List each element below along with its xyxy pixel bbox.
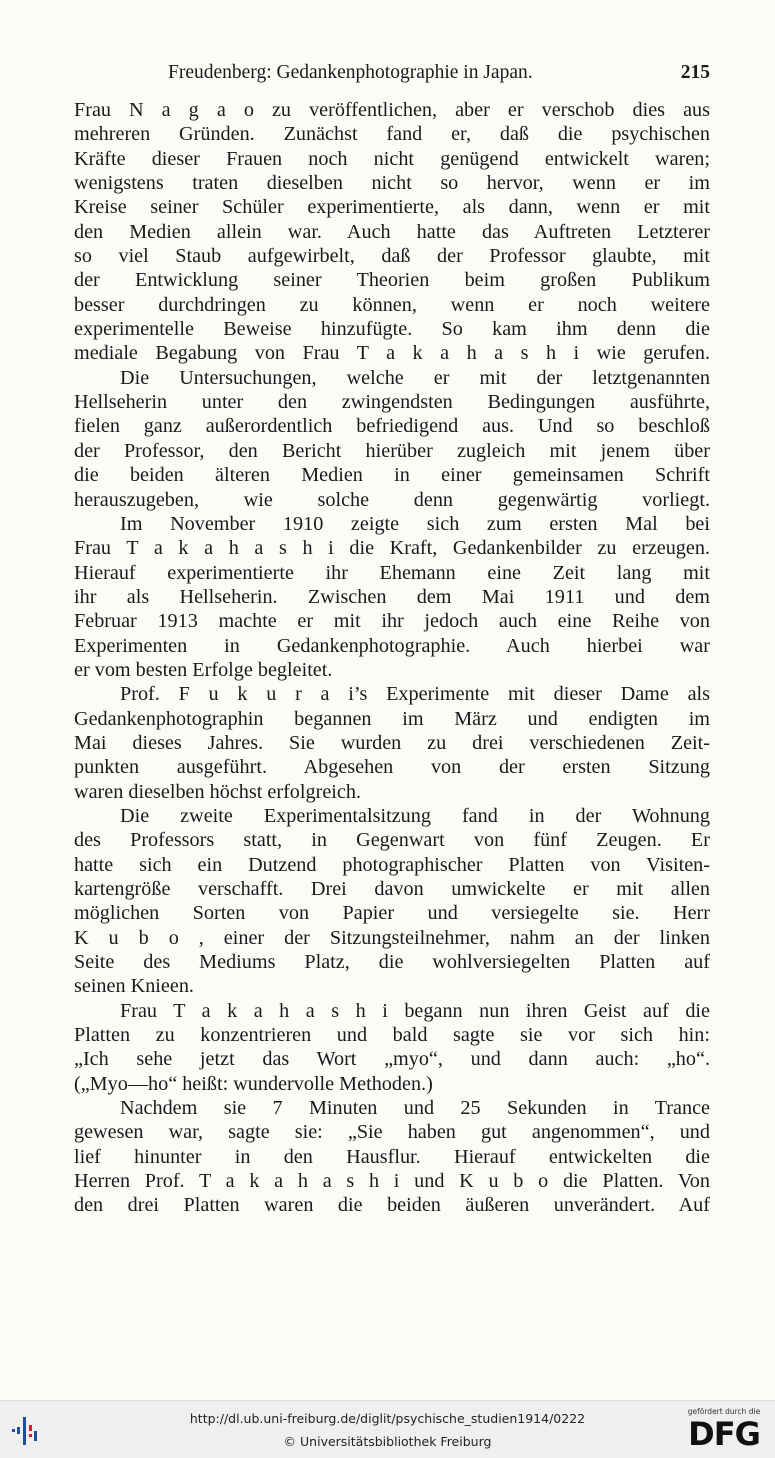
text-line: er vom besten Erfolge begleitet. <box>74 658 333 681</box>
text-line: K u b o , einer der Sitzungsteilnehmer, nahm an der linken <box>74 926 710 949</box>
text-line: Platten zu konzentrieren und bald sagte sie vor sich hin: <box>74 1024 710 1047</box>
text-line: („Myo—ho“ heißt: wundervolle Methoden.) <box>74 1072 433 1095</box>
text-line: Frau T a k a h a s h i begann nun ihren Geist auf die <box>120 999 710 1022</box>
text-line: Kräfte dieser Frauen noch nicht genügend entwickelt waren; <box>74 147 710 170</box>
text-line: lief hinunter in den Hausflur. Hierauf entwickelten die <box>74 1145 710 1168</box>
text-line: ihr als Hellseherin. Zwischen dem Mai 1911 und dem <box>74 585 710 608</box>
text-line: Kreise seiner Schüler experimentierte, als dann, wenn er mit <box>74 196 710 219</box>
text-line: „Ich sehe jetzt das Wort „myo“, und dann auch: „ho“. <box>74 1048 710 1071</box>
text-line: waren dieselben höchst erfolgreich. <box>74 780 361 803</box>
text-line: herauszugeben, wie solche denn gegenwärtig vorliegt. <box>74 488 710 511</box>
text-line: Die Untersuchungen, welche er mit der letztgenannten <box>120 366 710 389</box>
text-line: den Medien allein war. Auch hatte das Auftreten Letzterer <box>74 220 710 243</box>
text-line: Mai dieses Jahres. Sie wurden zu drei verschiedenen Zeit- <box>74 731 710 754</box>
text-line: Herren Prof. T a k a h a s h i und K u b o die Platten. Von <box>74 1170 710 1193</box>
viewer-footer <box>0 1400 775 1458</box>
text-line: hatte sich ein Dutzend photographischer Platten von Visiten- <box>74 853 710 876</box>
page-header <box>168 62 710 90</box>
text-line: der Entwicklung seiner Theorien beim großen Publikum <box>74 269 710 292</box>
text-line: mediale Begabung von Frau T a k a h a s h i wie gerufen. <box>74 342 710 365</box>
dfg-caption: gefördert durch die <box>687 1407 761 1416</box>
text-line: besser durchdringen zu können, wenn er noch weitere <box>74 293 710 316</box>
dfg-logo <box>683 1407 765 1453</box>
text-line: der Professor, den Bericht hierüber zugleich mit jenem über <box>74 439 710 462</box>
text-line: seinen Knieen. <box>74 975 194 998</box>
text-line: möglichen Sorten von Papier und versiegelte sie. Herr <box>74 902 710 925</box>
text-line: punkten ausgeführt. Abgesehen von der ersten Sitzung <box>74 756 710 779</box>
body-text <box>74 98 710 1218</box>
text-line: mehreren Gründen. Zunächst fand er, daß die psychischen <box>74 123 710 146</box>
text-line: wenigstens traten dieselben nicht so hervor, wenn er im <box>74 172 710 195</box>
text-line: Gedankenphotographin begannen im März und endigten im <box>74 707 710 730</box>
text-line: Die zweite Experimentalsitzung fand in der Wohnung <box>120 804 710 827</box>
text-line: Frau N a g a o zu veröffentlichen, aber er verschob dies aus <box>74 99 710 121</box>
text-line: des Professors statt, in Gegenwart von fünf Zeugen. Er <box>74 829 710 852</box>
running-title: Freudenberg: Gedankenphotographie in Japan. <box>168 62 533 83</box>
dfg-logo-text: DFG <box>688 1415 760 1453</box>
text-line: Experimenten in Gedankenphotographie. Auch hierbei war <box>74 634 710 657</box>
text-line: experimentelle Beweise hinzufügte. So kam ihm denn die <box>74 318 710 341</box>
text-line: die beiden älteren Medien in einer gemeinsamen Schrift <box>74 464 710 487</box>
text-line: fielen ganz außerordentlich befriedigend aus. Und so beschloß <box>74 415 710 438</box>
page-number: 215 <box>680 62 710 83</box>
text-line: Seite des Mediums Platz, die wohlversiegelten Platten auf <box>74 951 710 974</box>
text-line: den drei Platten waren die beiden äußeren unverändert. Auf <box>74 1194 710 1217</box>
text-line: so viel Staub aufgewirbelt, daß der Professor glaubte, mit <box>74 245 710 268</box>
text-line: Hierauf experimentierte ihr Ehemann eine Zeit lang mit <box>74 561 710 584</box>
text-line: Hellseherin unter den zwingendsten Bedingungen ausführte, <box>74 391 710 414</box>
text-line: Prof. F u k u r a i’s Experimente mit dieser Dame als <box>120 683 710 706</box>
text-line: Frau T a k a h a s h i die Kraft, Gedankenbilder zu erzeugen. <box>74 537 710 560</box>
text-line: kartengröße verschafft. Drei davon umwickelte er mit allen <box>74 878 710 900</box>
source-url-link[interactable]: http://dl.ub.uni-freiburg.de/diglit/psychische_studien1914/0222 <box>189 1411 586 1426</box>
text-line: Nachdem sie 7 Minuten und 25 Sekunden in Trance <box>120 1097 710 1120</box>
text-line: Im November 1910 zeigte sich zum ersten Mal bei <box>120 512 710 535</box>
text-line: gewesen war, sagte sie: „Sie haben gut angenommen“, und <box>74 1121 710 1144</box>
copyright-text: © Universitätsbibliothek Freiburg <box>283 1434 492 1449</box>
text-line: Februar 1913 machte er mit ihr jedoch auch eine Reihe von <box>74 610 710 633</box>
